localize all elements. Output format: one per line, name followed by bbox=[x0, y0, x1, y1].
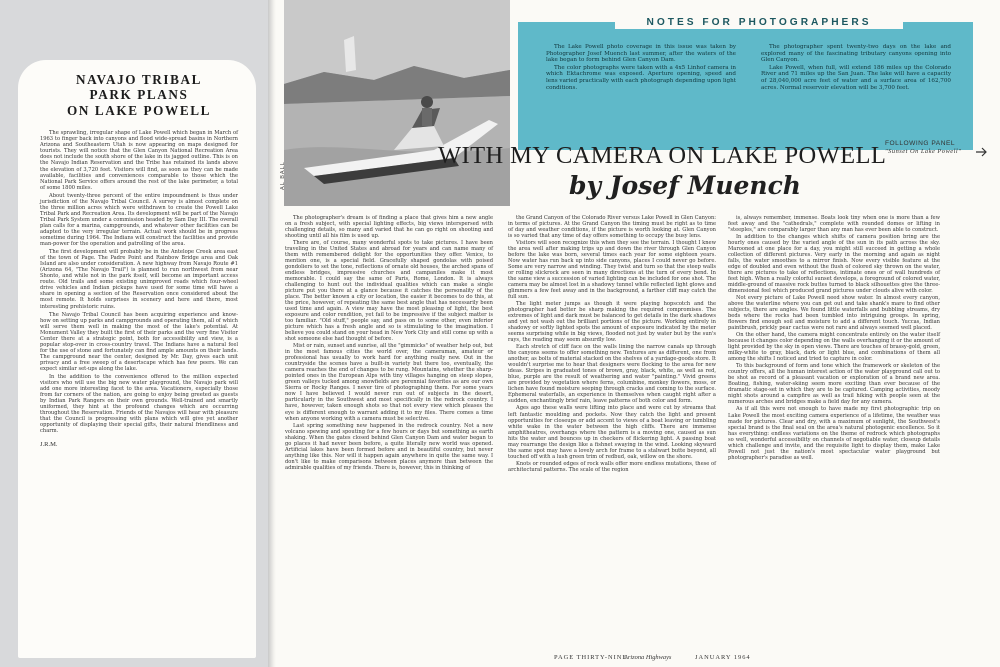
following-panel-subtitle: "Sunset On Lake Powell" bbox=[885, 148, 962, 155]
left-page bbox=[0, 0, 268, 667]
article-paragraph: The light meter jumps as though it were playing hopscotch and the photographer had better be sharp making the required compromises. The extremes of light and dark must be balanced to get details in the dark shadows and yet not wash out the brilliant portions of the picture. Working entirely in shadowy or softly lighted spots the amount of exposure indicated by the meter seems surprising while in big views, flooded not just by water but by the sun's rays, the reading may seem absurdly low. bbox=[508, 301, 716, 344]
notes-paragraph: The color photographs were taken with a 4x5 Linhof camera in which Ektachrome was exposed. Aperture opening, speed and lens varied practically with each photograph depending upon light conditions. bbox=[546, 64, 736, 91]
notes-column-1 bbox=[546, 44, 736, 92]
page-gutter bbox=[268, 0, 276, 667]
notes-paragraph: The photographer spent twenty-two days on the lake and explored many of the fascinating tributary canyons opening into Glen Canyon. bbox=[761, 44, 951, 64]
sidebar-title-line-2: PARK PLANS bbox=[89, 87, 189, 103]
article-paragraph: Ages ago these walls were lifting into place and were cut by streams that left fantastic moulding and pockets. Now they catch the light and present opportunities for closeups or add accent to views of a boat leaving or tumbling white wake in the water between the high cliffs. There are immense amphitheatres, overhangs where the pattern is a moving one, caused as sun hits the water and bounces up in checkers of flickering light. A passing boat may rearrange the design like a fishnet swaying in the wind. Looking skyward the same spot may have a lovely arch for frame to a stalwart butte beyond, all touched off with a lush green trim of redbud, oak, willow on the shore. bbox=[508, 405, 716, 460]
sidebar-body bbox=[40, 130, 238, 434]
article-paragraph: Knots or rounded edges of rock walls offer more endless mutations, these of architectural patterns. The scale of the region bbox=[508, 460, 716, 473]
article-paragraph: Mist or rain, sunset and sunrise, all the "gimmicks" of weather help out, but in the most famous cities the world over, the cameraman, amateur or professional has usually to work hard for anything really new. Out in the countryside the scenes have a built-in variety but there too, eventually, the camera reaches the end of changes to be rung. Mountains, whether the sharp-pointed ones in the European Alps with tiny villages hanging on steep slopes, green valleys tucked among snowfields are perennial favorites as are our own Sierra or Rocky Ranges. I never tire of photographing them. For some years now I have believed I would never run out of subjects in the desert, particularly in the Southwest and most specifically in the redrock country. I have, however, taken enough shots so that not every view which pleases the eye is different enough to warrant adding it to my files. There comes a time when anyone working with a camera must be selective. bbox=[285, 343, 493, 422]
article-paragraph: Last spring something new happened in the redrock country. Not a new volcano spewing and spouting for a few hours or days but something as earth shaking. When the gates closed behind Glen Canyon Dam and water began to go places it had never been before, a quite literally new world was opened. Artificial lakes have been formed before and in beautiful country, but never anything like this. Nor will it happen again anywhere in quite the same way. I don't like to make comparisons between places anymore than between the admirable qualities of my friends. There is, however, this in thinking of bbox=[285, 422, 493, 471]
article-column-2 bbox=[508, 215, 716, 474]
article-paragraph: Visitors will soon recognize this when they see the terrain. I thought I knew the area well after making trips up and down the river through Glen Canyon before the lake was born, several times each year for some eighteen years. Now water has run back up into side canyons, places I could never go before. Some are very narrow and winding. They twist and turn so that the steep walls or rolling slickrock are seen in many directions at the turn of every bend. In the same view a succession of varied lighting can be included for one shot. The camera may be almost lost in a shadowy tunnel while reflected light glows and glimmers a few feet away and in the background, a farther cliff may catch the full sun. bbox=[508, 240, 716, 301]
notes-paragraph: Lake Powell, when full, will extend 186 miles up the Colorado River and 71 miles up the San Juan. The lake will have a capacity of 28,040,000 acre feet of water and a surface area of 162,700 acres. Normal reservoir elevation will be 3,700 feet. bbox=[761, 64, 951, 91]
sidebar-title-line-1: NAVAJO TRIBAL bbox=[76, 72, 202, 87]
article-headline: WITH MY CAMERA ON LAKE POWELL bbox=[438, 142, 887, 169]
article-paragraph: As if all this were not enough to have made my first photographic trip on Lake Powell the most exciting camera experience of a lifetime, the weather was made for pictures. Clear and dry, with a maximum of sunlight, the Southwest's special brand is the final seal on the area's natural photogenic excellence. So it has everything: endless variations on the theme of redrock which photographs so well, wonderful accessibility on channels of negotiable water, closeup details which challenge and invite, and the requisite light to display them, make Lake Powell not just the nation's most spectacular water playground but photographer's paradise as well. bbox=[728, 406, 940, 461]
article-byline: by Josef Muench bbox=[569, 171, 801, 200]
sidebar-title bbox=[40, 72, 238, 118]
sidebar-paragraph: About twenty-three percent of the entire impoundment is thus under jurisdiction of the Navajo Tribal Council. A survey is almost complete on the three million acres which were withdrawn to create the Powell Lake Tribal Park and Recreation Area. Its development will be part of the Navajo Tribal Park System under a commission headed by Sam Day III. The overall plan calls for a marina, campgrounds, and whatever other facilities can be adapted to the very irregular terrain. Actual work should be in progress sometime during 1964. The Indians will construct the facilities and provide man-power for the operation and patrolling of the area. bbox=[40, 192, 238, 248]
article-paragraph: Each stretch of cliff face on the walls lining the narrow canals up through the canyons seems to offer something new. Textures are as different, one from another, as bolts of material stacked on the shelves of a yardage-goods store. It wouldn't surprise me to hear that designers were flocking to the area for new ideas. Stripes in graduated tones of brown, gray, black, white, as well as red, blue, purple are the result of weathering and water "painting." Vivid greens are provided by vegetation where ferns, columbine, monkey flowers, moss, or lichen have found moisture seeping through cracks and coming to the surface. Ephemeral waterfalls, an experience in themselves when caught right after a sudden, enchantingly brief rain, leave patterns of both color and form. bbox=[508, 344, 716, 405]
notes-paragraph: The Lake Powell photo coverage in this issue was taken by Photographer Josef Muench last summer, after the waters of the lake began to form behind Glen Canyon Dam. bbox=[546, 44, 736, 64]
sidebar-paragraph: In the addition to the convenience offered to the million expected visitors who will use the big new water playground, the Navajo park will add one more interesting facet to the area. Vacationers, especially those from far corners of the nation, are going to enjoy being greeted as guests by Indian Park Rangers on their own grounds. Well-trained and smartly uniformed, they hint at the profound changes which are occurring throughout the Reservation. Friends of the Navajos will hear with pleasure that the Council is progressing with plans which will give yet another opportunity of displaying their special gifts, their natural friendliness and charm. bbox=[40, 374, 238, 435]
sidebar-paragraph: The sprawling, irregular shape of Lake Powell which began in March of 1963 to finger back into canyons and flood wide-spread basins in Northern Arizona and Southeastern Utah is now appearing on maps designed for tourists. They will notice that the Glen Canyon National Recreation Area does not include the south shore of the lake in its jagged outline. This is on the Navajo Indian Reservation and the Tribe has retained its lands above the elevation of 3,720 feet. Visitors will find, as soon as they can be made available, facilities and conveniences comparable to those which the National Park Service offers around the rest of the lake perimeter, a total of some 1800 miles. bbox=[40, 130, 238, 191]
footer-magazine: Arizona Highways bbox=[624, 654, 672, 661]
sidebar-signature: J.R.M. bbox=[40, 440, 58, 448]
article-paragraph: is, always remember, immense. Boats look tiny when one is more than a few feet away and the "cathedrals," complete with rounded domes or lifting in "steeples," are comparably larger than any man has ever been able to construct. bbox=[728, 215, 940, 234]
following-panel-title: FOLLOWING PANEL bbox=[885, 140, 956, 147]
arrow-right-icon bbox=[976, 147, 990, 157]
article-paragraph: To this background of form and tone which the framework or skeleton of the country offers, all the human interest action of the water playground call out to be shot as record of a pleasant vacation or exploration of a brand new area. Boating, fishing, water-skiing seem more exciting than ever because of the dramatic stage-set in which they are to be captured. Camping activities, moody night shots around a campfire as well as trail hiking with people seen at the numerous arches and bridges make a field day for any camera. bbox=[728, 363, 940, 406]
article-column-3 bbox=[728, 215, 940, 462]
sidebar-paragraph: The Navajo Tribal Council has been acquiring experience and know-how on setting up parks and campgrounds and operating them, all of which will serve them well in making the most of the lake's potential. At Monument Valley they built the first of their parks and the very fine Visitor Center there at a strategic point, both for accessibility and view, is a popular stop-over in cross-country travel. The Indians have a natural feel for the use of stone and fortunately can find ample amounts on their lands. The campground near the center, designed by Mr. Day, gives each unit privacy and a free sweep of a desertscape which has few peers. We can expect similar set-ups along the lake. bbox=[40, 311, 238, 372]
footer-page-number: PAGE THIRTY-NINE bbox=[554, 654, 628, 661]
notes-column-2 bbox=[761, 44, 951, 92]
article-paragraph: the Grand Canyon of the Colorado River versus Lake Powell in Glen Canyon: in terms of pictures. At the Grand Canyon the timing must be right as to time of day and weather conditions, if the picture is worth looking at. Glen Canyon is so varied that any time of day offers something to occupy the busy lens. bbox=[508, 215, 716, 240]
article-paragraph: Not every picture of Lake Powell need show water. In almost every canyon, above the waterline where you can get out and take shank's mare to find other subjects, there are angles. We found little waterfalls and bubbling streams, dry beds where the rocks had been tumbled into intriguing groups. In spring, flowers find enough soil and moisture to add a different touch. Yuccas, Indian paintbrush, prickly pear cactus were not rare and always seemed well placed. bbox=[728, 295, 940, 332]
sidebar-paragraph: The first development will probably be in the Antelope Creek area east of the town of Page. The Padre Point and Rainbow Bridge area and Oak Island are also under consideration. A new highway from Navajo Route #1 (Arizona 64, "The Navajo Trail") is planned to run northwest from near Shonto, and while not in the park itself, will become an important access route. Old trails and some existing unimproved roads which four-wheel drive vehicles and Indian pickups have used for some time will have a share in opening a section of the Reservation once considered about the most remote. It holds surprises in scenery and here and there, most interesting prehistoric ruins. bbox=[40, 249, 238, 310]
sidebar-title-line-3: ON LAKE POWELL bbox=[66, 102, 212, 118]
article-column-1 bbox=[285, 215, 493, 472]
sidebar-article bbox=[18, 60, 256, 658]
footer-date: JANUARY 1964 bbox=[695, 654, 751, 661]
following-panel-label bbox=[885, 140, 961, 156]
notes-title: NOTES FOR PHOTOGRAPHERS bbox=[615, 17, 903, 29]
article-paragraph: In addition to the changes which shifts of camera position bring are the hourly ones caused by the varied angle of the sun in its path across the sky. Marooned at one place for a day, you might still succeed in getting a whole collection of different pictures. Very early in the morning and again as night falls, the water smoothes to a mirror finish. Now every visible feature at the edge of doubled and even without the flush of colored sky thrown on the water, there are pictures to take of reflections, intimate ones or of wall hundreds of feet high. When a really colorful sunset develops, a foreground of colored water, middle-ground of massive rock buttes turned to black silhouettes give the three-dimensional feel which produced grand pictures under clouds alive with color. bbox=[728, 234, 940, 295]
article-paragraph: On the other hand, the camera might concentrate entirely on the water itself because it changes color depending on the walls overhanging it or the amount of light provided by the sky in open views. There are touches of brassy-gold, green, milky-white to gray, black, dark or light blue, and combinations of them all among the shifts I noticed and tried to capture in color. bbox=[728, 332, 940, 363]
photo-credit: AL BALL bbox=[280, 161, 286, 190]
article-paragraph: The photographer's dream is of finding a place that gives him a new angle on a fresh subject, with special lighting effects, big views interspersed with challenging details, so many and varied that he can go right on shooting and shooting until all his film is used up. bbox=[285, 215, 493, 240]
boat-photo bbox=[284, 0, 510, 206]
article-paragraph: There are, of course, many wonderful spots to take pictures. I have been traveling in the United States and abroad for years and can name many of them with remembered delight for the opportunities they offer. Venice, to mention one, is a special field. Gracefully shaped gondolas with poised gondoliers to set the tone, reflections of ornate old houses, the arched spans of endless bridges, impressive churches and campaniles make it most memorable. I could say the same of Paris, Rome, London. It is always challenging to hunt out the individual qualities which can make a single picture put you there at a glance because it catches the personality of the place. The better known a city or location, the easier it becomes to do this, at the price, however, of repeating the same best angle that has necessarily been used time and again. A view may have the most pleasing of light, the best exposure and color rendition, yet fail to be impressive if the subject matter is too familiar. "Old stuff," people say, and pass on to some other, even inferior picture which has a fresh angle and so is stimulating to the imagination. I believe you could stand on your head in New York City and still come up with a shot someone else had thought of before. bbox=[285, 240, 493, 343]
